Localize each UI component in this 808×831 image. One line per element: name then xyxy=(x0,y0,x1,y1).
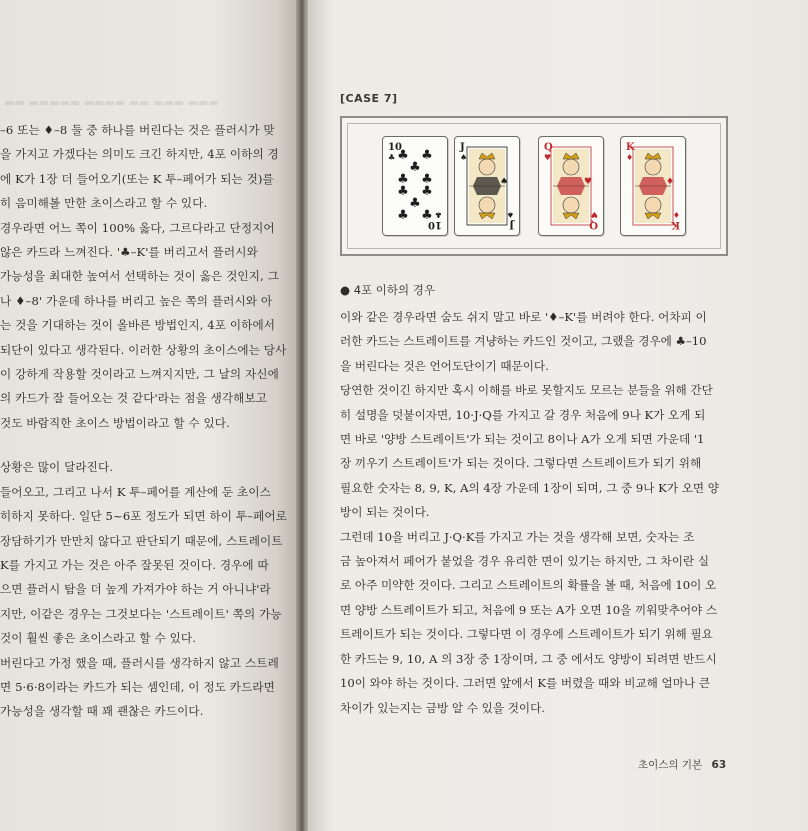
text-line: 로 아주 미약한 것이다. 그리고 스트레이트의 확률을 볼 때, 처음에 10이 오 xyxy=(340,578,717,593)
left-paragraph-top xyxy=(0,118,292,435)
text-line: 당연한 것이긴 하지만 혹시 이해를 바로 못할지도 모르는 분들을 위해 간단 xyxy=(340,383,713,398)
text-line: 러한 카드는 스트레이트를 겨냥하는 카드인 것이고, 그랬을 경우에 ♣–10 xyxy=(340,334,707,349)
card-jack-spades xyxy=(454,136,520,236)
card-rank-label: Q xyxy=(589,219,598,230)
footer-title: 초이스의 기본 xyxy=(638,759,703,771)
club-pip-icon: ♣ xyxy=(409,160,421,175)
text-line: 장담하기가 만만치 않다고 판단되기 때문에, 스트레이트 xyxy=(0,533,283,548)
card-suit-small: ♥ xyxy=(590,210,598,219)
card-rank-label: K xyxy=(671,219,680,230)
card-suit-small: ♠ xyxy=(460,153,468,162)
text-line: 한 카드는 9, 10, A 의 3장 중 1장이며, 그 중 에서도 양방이 되려면 반드시 xyxy=(340,651,717,666)
card-figure-box xyxy=(340,116,728,256)
text-line: 것이 훨씬 좋은 초이스라고 할 수 있다. xyxy=(0,631,196,646)
text-line: 되단이 있다고 생각된다. 이러한 상황의 초이스에는 당사 xyxy=(0,342,287,357)
text-line: 10이 와야 하는 것이다. 그러면 앞에서 K를 버렸을 때와 비교해 얼마나 큰 xyxy=(340,676,711,691)
card-queen-hearts xyxy=(538,136,604,236)
card-suit-small: ♣ xyxy=(388,153,396,162)
card-suit-center: ♠ xyxy=(500,177,509,187)
text-line: 장 끼우기 스트레이트'가 되는 것이다. 그렇다면 스트레이트가 되기 위해 xyxy=(340,456,702,471)
card-rank-label: J xyxy=(509,219,514,230)
card-suit-small: ♠ xyxy=(506,210,514,219)
card-suit-small: ♦ xyxy=(672,210,680,219)
card-suit-small: ♦ xyxy=(626,153,634,162)
text-line: 히 음미해볼 만한 초이스라고 할 수 있다. xyxy=(0,196,208,211)
left-body-text xyxy=(0,118,292,724)
left-paragraph-bottom xyxy=(0,455,292,723)
text-line: 금 높아져서 페어가 붙었을 경우 유리한 면이 있기는 하지만, 그 차이란 실 xyxy=(340,554,710,569)
text-line: 으면 플러시 탐을 더 높게 가져가야 하는 거 아니냐'라 xyxy=(0,582,271,597)
text-line: –6 또는 ♦–8 둘 중 하나를 버린다는 것은 플러시가 맞 xyxy=(0,123,275,137)
club-pip-icon: ♣ xyxy=(421,172,433,187)
text-line: 버린다고 가정 했을 때, 플러시를 생각하지 않고 스트레 xyxy=(0,655,279,670)
card-rank-label: K xyxy=(626,142,635,153)
text-line: 트레이트가 되는 것이다. 그렇다면 이 경우에 스트레이트가 되기 위해 필요 xyxy=(340,627,713,642)
text-line: 그런데 10을 버리고 J·Q·K를 가지고 가는 것을 생각해 보면, 숫자는 조 xyxy=(340,529,695,544)
text-line: 히하지 못하다. 일단 5~6포 정도가 되면 하이 투–페어로 xyxy=(0,509,287,524)
text-line: 을 가지고 가겠다는 의미도 크긴 하지만, 4포 이하의 경 xyxy=(0,147,279,162)
text-line: 않은 카드라 느껴진다. '♣–K'를 버리고서 플러시와 xyxy=(0,245,258,260)
club-pip-icon: ♣ xyxy=(397,148,409,163)
section-heading: ● 4포 이하의 경우 xyxy=(340,283,435,297)
text-line: 의 카드가 잘 들어오는 것 같다'라는 점을 생각해보고 xyxy=(0,391,268,406)
club-pip-icon: ♣ xyxy=(421,184,433,199)
text-line: 방이 되는 것이다. xyxy=(340,505,430,520)
text-line: 는 것을 기대하는 것이 올바른 방법인지, 4포 이하에서 xyxy=(0,318,276,333)
bleed-through-text: ▬▬ ▬▬▬▬▬ ▬▬▬▬ ▬▬ ▬▬▬ ▬▬▬ xyxy=(4,96,219,109)
text-line: 면 양방 스트레이트가 되고, 처음에 9 또는 A가 오면 10을 끼워맞추어야 스 xyxy=(340,602,718,617)
page-footer xyxy=(638,757,726,772)
text-line: 이 강하게 작용할 것이라고 느껴지지만, 그 날의 자신에 xyxy=(0,367,279,382)
text-line: 나 ♦–8' 가운데 하나를 버리고 높은 쪽의 플러시와 아 xyxy=(0,293,273,308)
page-number: 63 xyxy=(711,759,727,771)
face-head-icon xyxy=(645,159,661,175)
text-line: 들어오고, 그리고 나서 K 투–페어를 계산에 둔 초이스 xyxy=(0,484,271,499)
text-line: 가능성을 생각할 때 꽤 괜찮은 카드이다. xyxy=(0,704,204,719)
card-rank-label: J xyxy=(460,142,465,153)
text-line: 이와 같은 경우라면 숨도 쉬지 말고 바로 '♦–K'를 버려야 한다. 어차피 이 xyxy=(340,310,707,324)
text-line: 필요한 숫자는 8, 9, K, A의 4장 가운데 1장이 되며, 그 중 9나 K가 오면 양 xyxy=(340,480,719,495)
card-rank-label: Q xyxy=(544,142,553,153)
club-pip-icon: ♣ xyxy=(421,148,433,163)
text-line: 상황은 많이 달라진다. xyxy=(0,460,114,475)
right-body-text xyxy=(340,305,734,720)
text-line: 면 바로 '양방 스트레이트'가 되는 것이고 8이나 A가 오게 되면 가운데 '1 xyxy=(340,432,705,447)
text-line: K를 가지고 가는 것은 아주 잘못된 것이다. 경우에 따 xyxy=(0,557,269,572)
club-pip-icon: ♣ xyxy=(397,208,409,223)
card-10-clubs xyxy=(382,136,448,236)
club-pip-icon: ♣ xyxy=(397,184,409,199)
club-pip-icon: ♣ xyxy=(409,196,421,211)
card-rank-label: 10 xyxy=(388,142,402,153)
text-line: 것도 바람직한 초이스 방법이라고 할 수 있다. xyxy=(0,415,230,430)
face-head-icon xyxy=(563,159,579,175)
card-king-diamonds xyxy=(620,136,686,236)
text-line: 경우라면 어느 쪽이 100% 옳다, 그르다라고 단정지어 xyxy=(0,220,275,235)
text-line: 차이가 있는지는 금방 알 수 있을 것이다. xyxy=(340,700,545,715)
case-label: [CASE 7] xyxy=(340,92,398,105)
text-line: 에 K가 1장 더 들어오기(또는 K 투–페어가 되는 것)를 xyxy=(0,171,274,186)
face-head-icon xyxy=(479,159,495,175)
card-suit-center: ♥ xyxy=(584,177,593,187)
text-line: 을 버린다는 것은 언어도단이기 때문이다. xyxy=(340,358,549,373)
card-rank-label: 10 xyxy=(428,219,442,230)
text-line: 가능성을 최대한 높여서 선택하는 것이 옳은 것인지, 그 xyxy=(0,269,279,284)
text-line: 지만, 이같은 경우는 그것보다는 '스트레이트' 쪽의 가능 xyxy=(0,606,282,621)
club-pip-icon: ♣ xyxy=(397,172,409,187)
card-suit-small: ♣ xyxy=(434,210,442,219)
card-suit-center: ♦ xyxy=(666,177,675,187)
text-line: 면 5·6·8이라는 카드가 되는 셈인데, 이 정도 카드라면 xyxy=(0,679,275,694)
right-page xyxy=(308,0,808,831)
club-pip-icon: ♣ xyxy=(421,208,433,223)
card-suit-small: ♥ xyxy=(544,153,552,162)
left-page xyxy=(0,0,300,831)
text-line: 히 설명을 덧붙이자면, 10·J·Q를 가지고 갈 경우 처음에 9나 K가 오게 되 xyxy=(340,407,706,422)
